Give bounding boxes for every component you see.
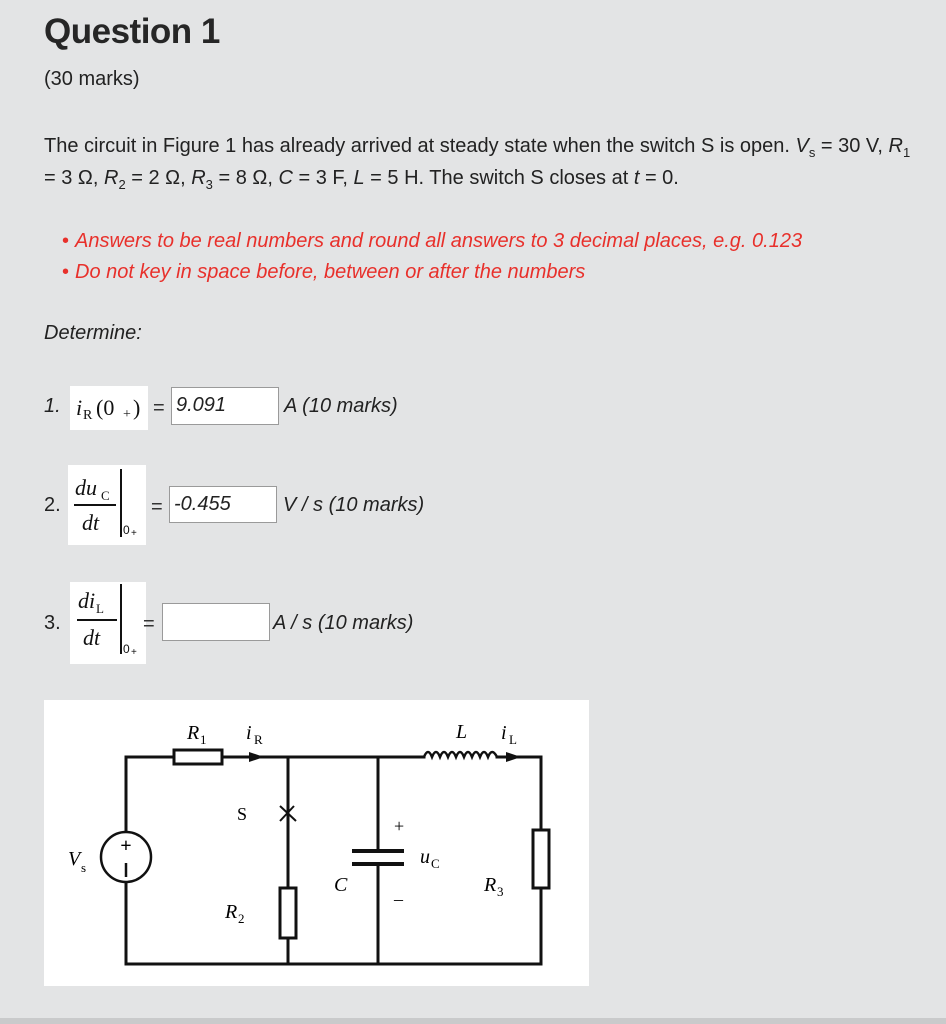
duc-du: du [75, 475, 97, 500]
eval-bar [120, 584, 122, 654]
dil-sub: L [96, 601, 104, 616]
label-vs: V [68, 848, 81, 870]
answer-3-unit: A / s (10 marks) [273, 612, 414, 634]
label-r1-sub: 1 [200, 732, 207, 747]
part-2-expression [68, 465, 146, 545]
answer-3-input[interactable] [162, 603, 270, 641]
ir-arrow-icon [249, 752, 264, 762]
circuit-diagram [44, 700, 589, 986]
determine-label: Determine: [44, 322, 142, 344]
label-ir: i [246, 722, 252, 744]
r2-value: = 2 Ω, [125, 167, 192, 189]
equals-sign: = [143, 613, 155, 635]
duc-dt: dt [82, 510, 100, 535]
question-marks: (30 marks) [44, 68, 140, 90]
problem-intro: The circuit in Figure 1 has already arrived at steady state when the switch S is open. [44, 135, 796, 157]
vs-sub: s [808, 145, 816, 160]
label-r3-sub: 3 [497, 884, 504, 899]
part-3-number: 3. [44, 612, 61, 634]
c-value: = 3 F, [292, 167, 354, 189]
r3-symbol: R [191, 167, 206, 189]
bottom-scroll-edge [0, 1018, 946, 1024]
l-symbol: L [353, 167, 365, 189]
label-l: L [456, 721, 468, 743]
label-c: C [334, 874, 348, 896]
part-1-expression [70, 386, 148, 430]
label-r3: R [484, 874, 497, 896]
fraction-bar [77, 619, 117, 621]
label-uc-plus: + [394, 816, 405, 836]
label-r2-sub: 2 [238, 911, 245, 926]
r3-value: = 8 Ω, [212, 167, 279, 189]
circuit-figure [44, 700, 589, 986]
instructions-list [62, 226, 802, 288]
label-il-sub: L [509, 732, 517, 747]
l-value: = 5 H. The switch S closes at [364, 167, 634, 189]
label-ir-sub: R [254, 732, 263, 747]
r3-sub: 3 [205, 177, 213, 192]
ir-close: ) [133, 395, 141, 420]
question-title: Question 1 [44, 12, 220, 51]
problem-statement [44, 130, 914, 194]
r2-symbol: R [103, 167, 119, 189]
part-1-number: 1. [44, 395, 61, 417]
ir-i: i [76, 395, 83, 420]
r2-sub: 2 [118, 177, 126, 192]
vs-value: = 30 V, [815, 135, 889, 157]
duc-sub: C [101, 488, 110, 503]
label-r1: R [187, 722, 200, 744]
label-r2: R [225, 901, 238, 923]
t-symbol: t [633, 167, 640, 189]
t-value: = 0. [639, 167, 679, 189]
ir-arg: (0 [96, 395, 115, 420]
part-2-number: 2. [44, 494, 61, 516]
wire-bottom [126, 888, 541, 964]
vs-symbol: V [795, 135, 809, 157]
r3-resistor [533, 830, 549, 888]
r1-symbol: R [888, 135, 903, 157]
r1-sub: 1 [903, 145, 911, 160]
fraction-bar [74, 504, 116, 506]
instruction-item: • Do not key in space before, between or after the numbers [62, 257, 802, 288]
answer-1-input[interactable]: 9.091 [171, 387, 279, 425]
r1-resistor [174, 750, 222, 764]
eval-at: 0 [123, 523, 130, 537]
label-uc-minus: – [394, 889, 403, 909]
label-vs-sub: s [81, 860, 87, 875]
dil-dt: dt [83, 625, 101, 650]
label-il: i [501, 722, 507, 744]
answer-2-input[interactable]: -0.455 [169, 486, 277, 523]
ir-sub: R [83, 408, 93, 423]
inductor-coil [424, 752, 497, 757]
eval-sub: + [131, 528, 137, 539]
wire-top-3 [497, 757, 541, 830]
label-uc-sub: C [431, 856, 440, 871]
label-s: S [237, 804, 248, 824]
equals-sign: = [151, 496, 163, 518]
dil-di: di [78, 588, 96, 613]
r1-value: = 3 Ω, [44, 167, 104, 189]
instruction-item: • Answers to be real numbers and round all answers to 3 decimal places, e.g. 0.123 [62, 226, 802, 257]
source-plus: + [120, 835, 132, 857]
equals-sign: = [153, 397, 165, 419]
label-uc: u [420, 846, 430, 868]
part-3-expression [70, 582, 146, 664]
ir-arg-sub: + [123, 407, 131, 422]
eval-sub: + [131, 647, 137, 658]
r2-resistor [280, 888, 296, 938]
answer-2-unit: V / s (10 marks) [283, 494, 425, 516]
eval-bar [120, 469, 122, 537]
eval-at: 0 [123, 642, 130, 656]
il-arrow-icon [506, 752, 521, 762]
answer-1-unit: A (10 marks) [284, 395, 398, 417]
c-symbol: C [278, 167, 293, 189]
